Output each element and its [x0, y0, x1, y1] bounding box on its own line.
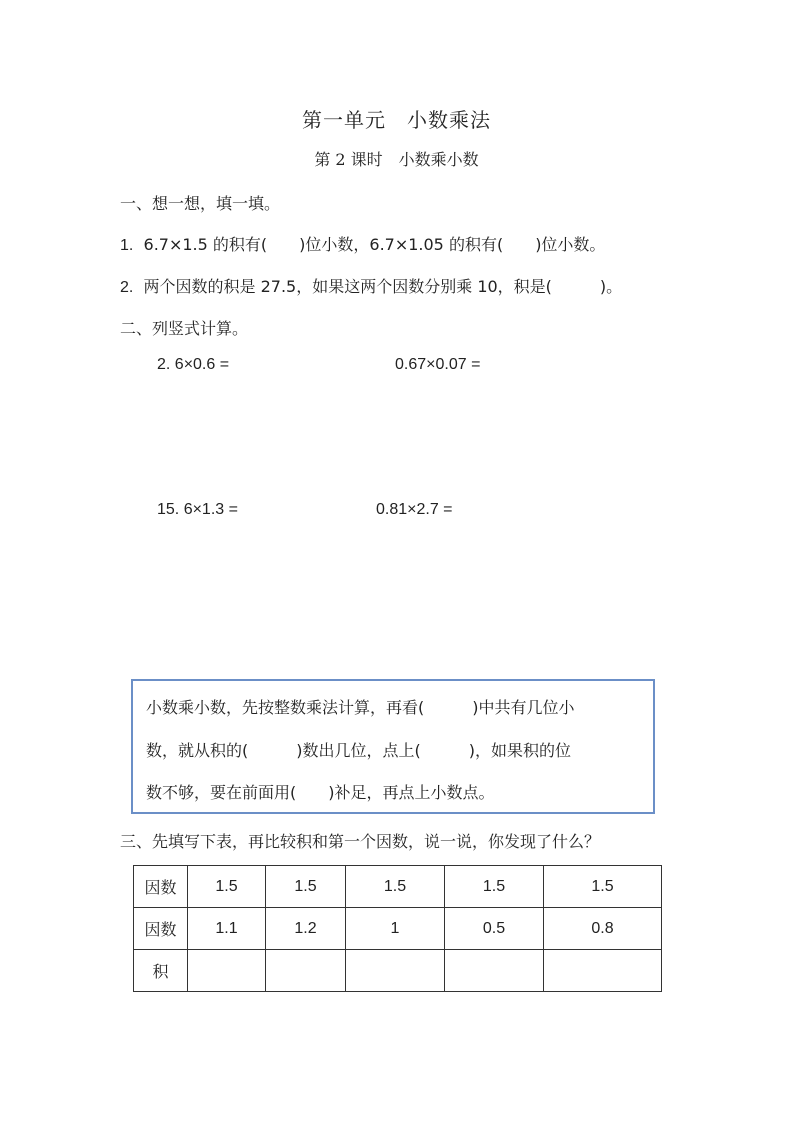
- answer-cell[interactable]: [544, 950, 662, 992]
- table-row: [134, 950, 662, 992]
- rule-line-3: 数不够，要在前面用( )补足，再点上小数点。: [146, 783, 495, 802]
- page-title: 第一单元 小数乘法: [302, 108, 491, 132]
- question-1: [120, 232, 605, 255]
- answer-cell[interactable]: [445, 950, 544, 992]
- answer-cell[interactable]: [188, 950, 266, 992]
- lesson-subtitle: 第 2 课时 小数乘小数: [314, 150, 479, 169]
- table-cell: 1.5: [188, 866, 266, 908]
- table-cell: 0.5: [445, 908, 544, 950]
- table-cell: 1.5: [544, 866, 662, 908]
- table-cell: 1.2: [266, 908, 346, 950]
- rule-line-2: 数，就从积的( )数出几位，点上( )，如果积的位: [146, 741, 571, 760]
- calc-problem: 0.81×2.7 =: [376, 501, 453, 518]
- table-cell: 1: [346, 908, 445, 950]
- question-2-text: 两个因数的积是 27.5，如果这两个因数分别乘 10，积是( )。: [143, 277, 623, 296]
- rule-line-1: 小数乘小数，先按整数乘法计算，再看( )中共有几位小: [146, 698, 575, 717]
- table-cell: 1.5: [266, 866, 346, 908]
- rule-box: [131, 679, 655, 814]
- table-cell: 1.5: [346, 866, 445, 908]
- table-row: [134, 866, 662, 908]
- question-1-text: 6.7×1.5 的积有( )位小数，6.7×1.05 的积有( )位小数。: [143, 235, 606, 254]
- table-row: [134, 908, 662, 950]
- table-cell: 1.1: [188, 908, 266, 950]
- row-label: 因数: [134, 908, 188, 950]
- calc-problem: 0.67×0.07 =: [395, 356, 481, 373]
- question-2: [120, 274, 622, 297]
- answer-cell[interactable]: [266, 950, 346, 992]
- factor-table: [133, 865, 662, 992]
- section2-heading: 二、列竖式计算。: [120, 319, 249, 338]
- calc-problem: 2. 6×0.6 =: [157, 356, 230, 373]
- row-label: 积: [134, 950, 188, 992]
- calc-problem: 15. 6×1.3 =: [157, 501, 238, 518]
- section3-heading: 三、先填写下表，再比较积和第一个因数，说一说，你发现了什么？: [120, 832, 601, 851]
- table-cell: 0.8: [544, 908, 662, 950]
- question-2-number: 2.: [120, 279, 134, 296]
- row-label: 因数: [134, 866, 188, 908]
- question-1-number: 1.: [120, 237, 134, 254]
- table-cell: 1.5: [445, 866, 544, 908]
- answer-cell[interactable]: [346, 950, 445, 992]
- section1-heading: 一、想一想，填一填。: [120, 194, 281, 213]
